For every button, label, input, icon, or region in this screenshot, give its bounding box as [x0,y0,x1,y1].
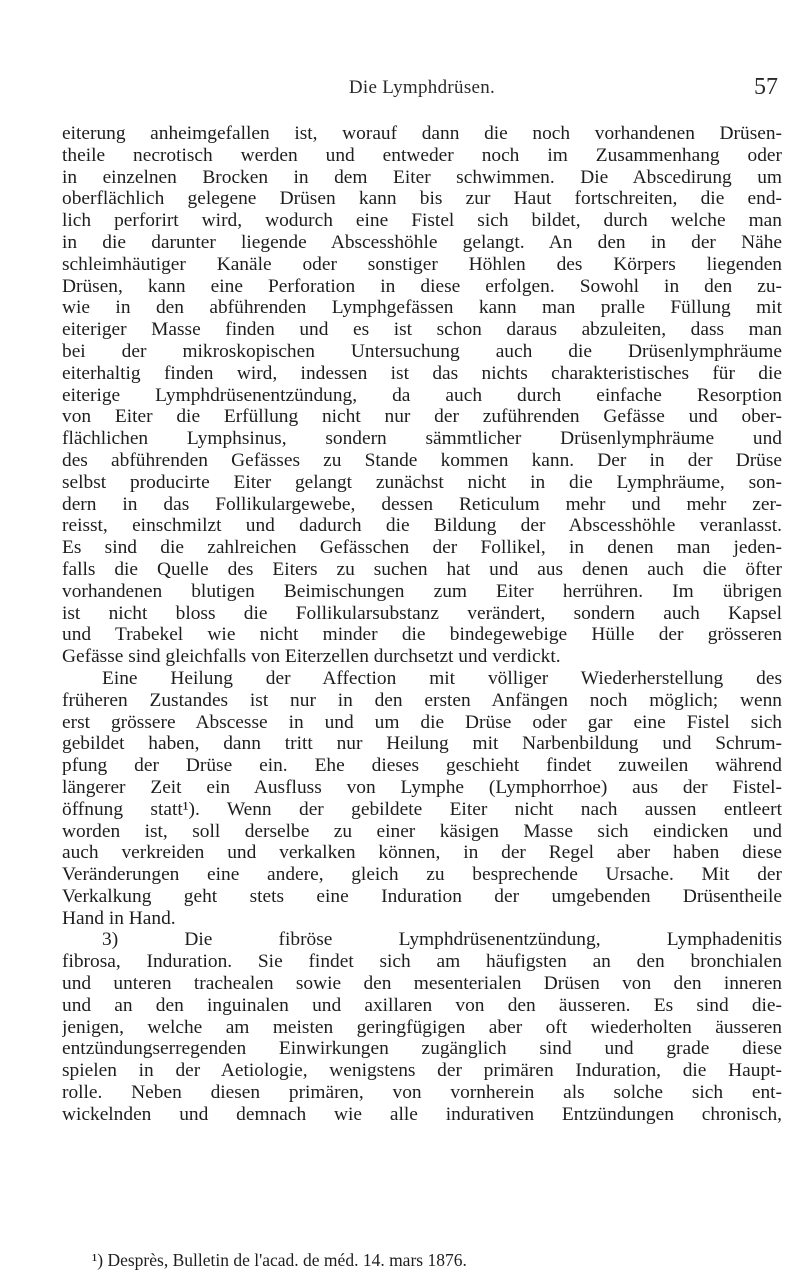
text-line: ist nicht bloss die Follikularsubstanz verändert, sondern auch Kapsel [62,602,782,624]
text-line: Verkalkung geht stets eine Induration der umgebenden Drüsentheile [62,885,782,907]
text-line: erst grössere Abscesse in und um die Drüse oder gar eine Fistel sich [62,711,782,733]
text-line: Drüsen, kann eine Perforation in diese erfolgen. Sowohl in den zu- [62,275,782,297]
text-line: selbst producirte Eiter gelangt zunächst nicht in die Lymphräume, son- [62,471,782,493]
text-line: des abführenden Gefässes zu Stande kommen kann. Der in der Drüse [62,449,782,471]
text-line: oberflächlich gelegene Drüsen kann bis zur Haut fortschreiten, die end- [62,188,782,210]
text-line: vorhandenen blutigen Beimischungen zum Eiter herrühren. Im übrigen [62,580,782,602]
text-line: flächlichen Lymphsinus, sondern sämmtlicher Drüsenlymphräume und [62,428,782,450]
text-line: theile necrotisch werden und entweder noch im Zusammenhang oder [62,144,782,166]
text-line: lich perforirt wird, wodurch eine Fistel sich bildet, durch welche man [62,210,782,232]
footnote: ¹) Desprès, Bulletin de l'acad. de méd. 14. mars 1876. [92,1250,467,1270]
text-line: rolle. Neben diesen primären, von vornherein als solche sich ent- [62,1082,782,1104]
text-line: 3) Die fibröse Lymphdrüsenentzündung, Lymphadenitis [102,929,782,951]
text-line: fibrosa, Induration. Sie findet sich am häufigsten an den bronchialen [62,951,782,973]
text-line: spielen in der Aetiologie, wenigstens der primären Induration, die Haupt- [62,1060,782,1082]
text-line: wie in den abführenden Lymphgefässen kann man pralle Füllung mit [62,297,782,319]
text-line: öffnung statt¹). Wenn der gebildete Eiter nicht nach aussen entleert [62,798,782,820]
text-line: von Eiter die Erfüllung nicht nur der zuführenden Gefässe und ober- [62,406,782,428]
text-line: worden ist, soll derselbe zu einer käsigen Masse sich eindicken und [62,820,782,842]
text-line: und Trabekel wie nicht minder die bindegewebige Hülle der grösseren [62,624,782,646]
text-line: eiterige Lymphdrüsenentzündung, da auch durch einfache Resorption [62,384,782,406]
text-line: Veränderungen eine andere, gleich zu besprechende Ursache. Mit der [62,864,782,886]
text-line: falls die Quelle des Eiters zu suchen hat und aus denen auch die öfter [62,558,782,580]
running-head [62,74,782,105]
text-line: längerer Zeit ein Ausfluss von Lymphe (Lymphorrhoe) aus der Fistel- [62,776,782,798]
text-line: pfung der Drüse ein. Ehe dieses geschieht findet zuweilen während [62,755,782,777]
text-line: in einzelnen Brocken in dem Eiter schwimmen. Die Abscedirung um [62,166,782,188]
text-line: Eine Heilung der Affection mit völliger Wiederherstellung des [102,667,782,689]
text-line: wickelnden und demnach wie alle indurativen Entzündungen chronisch, [62,1103,782,1125]
text-line: eiterung anheimgefallen ist, worauf dann die noch vorhandenen Drüsen- [62,123,782,144]
text-line: eiteriger Masse finden und es ist schon daraus abzuleiten, dass man [62,319,782,341]
page-number: 57 [754,74,778,100]
text-line: schleimhäutiger Kanäle oder sonstiger Höhlen des Körpers liegenden [62,253,782,275]
text-line: Es sind die zahlreichen Gefässchen der Follikel, in denen man jeden- [62,537,782,559]
text-line: Hand in Hand. [62,907,176,929]
text-line: auch verkreiden und verkalken können, in der Regel aber haben diese [62,842,782,864]
text-line: dern in das Follikulargewebe, dessen Reticulum mehr und mehr zer- [62,493,782,515]
text-line: früheren Zustandes ist nur in den ersten Anfängen noch möglich; wenn [62,689,782,711]
text-line: und an den inguinalen und axillaren von den äusseren. Es sind die- [62,994,782,1016]
text-line: jenigen, welche am meisten geringfügigen aber oft wiederholten äusseren [62,1016,782,1038]
text-line: Gefässe sind gleichfalls von Eiterzellen durchsetzt und verdickt. [62,646,561,668]
running-title: Die Lymphdrüsen. [348,77,496,98]
text-line: und unteren trachealen sowie den mesenterialen Drüsen von den inneren [62,973,782,995]
body-text [62,123,782,1126]
text-line: in die darunter liegende Abscesshöhle gelangt. An den in der Nähe [62,231,782,253]
text-line: bei der mikroskopischen Untersuchung auch die Drüsenlymphräume [62,340,782,362]
text-line: reisst, einschmilzt und dadurch die Bildung der Abscesshöhle veranlasst. [62,515,782,537]
text-line: eiterhaltig finden wird, indessen ist das nichts charakteristisches für die [62,362,782,384]
text-line: gebildet haben, dann tritt nur Heilung mit Narbenbildung und Schrum- [62,733,782,755]
text-line: entzündungserregenden Einwirkungen zugänglich sind und grade diese [62,1038,782,1060]
